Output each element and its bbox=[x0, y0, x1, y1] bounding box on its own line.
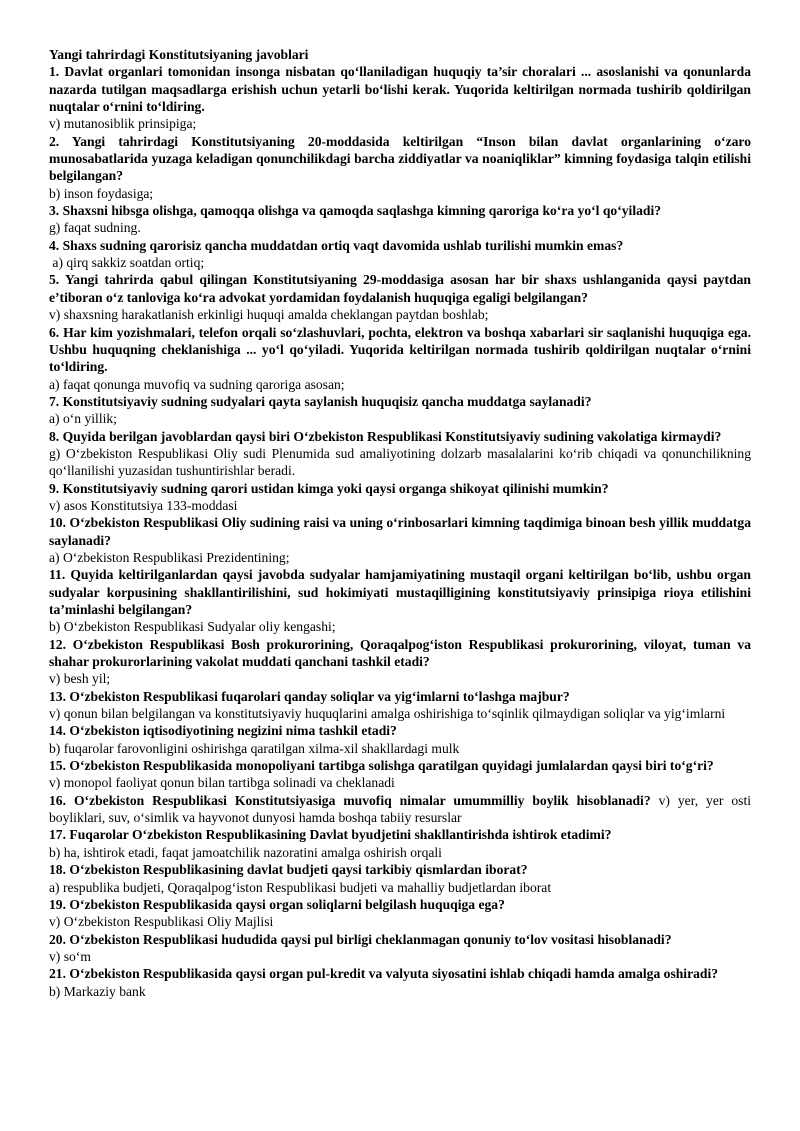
answer: b) ha, ishtirok etadi, faqat jamoatchilik nazoratini amalga oshirish orqali bbox=[49, 844, 442, 860]
question-text: Konstitutsiyaviy sudning sudyalari qayta saylanish huquqisiz qancha muddatga saylanadi? bbox=[62, 393, 592, 409]
question-text: O‘zbekiston Respublikasida monopoliyani tartibga solishga qaratilgan quyidagi jumlalardan qaysi biri to‘g‘ri? bbox=[69, 758, 714, 774]
question bbox=[49, 133, 751, 185]
question-number: 19. bbox=[49, 896, 66, 912]
question-text: O‘zbekiston Respublikasi Bosh prokurorining, Qoraqalpog‘iston Respublikasi prokurorining, viloyat, tuman va shahar prokurorlarining vakolat muddati qanchani tashkil etadi? bbox=[49, 636, 751, 670]
question-number: 9. bbox=[49, 480, 60, 496]
question bbox=[49, 896, 751, 913]
qa-item-17 bbox=[49, 826, 751, 861]
question-text: Quyida berilgan javoblardan qaysi biri O‘zbekiston Respublikasi Konstitutsiyaviy sudining vakolatiga kirmaydi? bbox=[62, 428, 722, 444]
qa-item-6 bbox=[49, 324, 751, 393]
question-text: O‘zbekiston Respublikasi hududida qaysi pul birligi cheklanmagan qonuniy to‘lov vositasi hisoblanadi? bbox=[69, 931, 672, 947]
qa-item-3 bbox=[49, 202, 751, 237]
qa-item-11 bbox=[49, 566, 751, 635]
answer: b) Markaziy bank bbox=[49, 983, 146, 999]
answer: a) respublika budjeti, Qoraqalpog‘iston Respublikasi budjeti va mahalliy budjetlardan iborat bbox=[49, 879, 552, 895]
answer: a) qirq sakkiz soatdan ortiq; bbox=[49, 255, 205, 271]
answer: v) mutanosiblik prinsipiga; bbox=[49, 116, 197, 132]
question bbox=[49, 480, 751, 497]
question bbox=[49, 324, 751, 376]
qa-item-4 bbox=[49, 237, 751, 272]
question-number: 14. bbox=[49, 723, 66, 739]
question bbox=[49, 826, 751, 843]
question bbox=[49, 757, 751, 774]
question bbox=[49, 428, 751, 445]
qa-item-16 bbox=[49, 792, 755, 827]
question bbox=[49, 792, 755, 827]
question-text: Konstitutsiyaviy sudning qarori ustidan kimga yoki qaysi organga shikoyat qilinishi mumkin? bbox=[62, 480, 609, 496]
question bbox=[49, 861, 751, 878]
question-number: 8. bbox=[49, 428, 60, 444]
question-number: 20. bbox=[49, 931, 66, 947]
question-text: O‘zbekiston Respublikasining davlat budjeti qaysi tarkibiy qismlardan iborat? bbox=[69, 862, 528, 878]
question-text: Yangi tahrirdagi Konstitutsiyaning 20-moddasida keltirilgan “Inson bilan davlat organlarining o‘zaro munosabatlarida yuzaga keladigan qonunchilikdagi barcha ziddiyatlar va noaniqliklar” kimning foydasiga talqin etilishi belgilangan? bbox=[49, 133, 751, 184]
question-number: 10. bbox=[49, 515, 66, 531]
question bbox=[49, 965, 751, 982]
question-text: O‘zbekiston Respublikasi fuqarolari qanday soliqlar va yig‘imlarni to‘lashga majbur? bbox=[69, 688, 570, 704]
answer: a) o‘n yillik; bbox=[49, 411, 117, 427]
question bbox=[49, 202, 751, 219]
qa-item-18 bbox=[49, 861, 751, 896]
qa-item-12 bbox=[49, 636, 751, 688]
qa-item-21 bbox=[49, 965, 751, 1000]
qa-item-9 bbox=[49, 480, 751, 515]
qa-item-20 bbox=[49, 931, 751, 966]
answer: g) faqat sudning. bbox=[49, 220, 141, 236]
question-number: 18. bbox=[49, 862, 66, 878]
question bbox=[49, 722, 751, 739]
answer: v) yer, yer osti boyliklari, suv, o‘simlik va hayvonot dunyosi hamda boshqa tabiiy resurslar bbox=[49, 792, 755, 826]
qa-item-13 bbox=[49, 688, 751, 723]
question-text: Davlat organlari tomonidan insonga nisbatan qo‘llaniladigan huquqiy ta’sir choralari ... asoslanishi va qonunlarda nazarda tutilgan maqsadlarga erishish uchun yetarli bo‘lishi kerak. Yuqorida keltirilgan normada tushirib qoldirilgan nuqtalar o‘rnini to‘ldiring. bbox=[49, 64, 752, 115]
qa-item-7 bbox=[49, 393, 751, 428]
question-number: 15. bbox=[49, 758, 66, 774]
answer: a) O‘zbekiston Respublikasi Prezidentining; bbox=[49, 549, 290, 565]
question-number: 11. bbox=[49, 567, 66, 583]
answer: b) inson foydasiga; bbox=[49, 185, 154, 201]
question bbox=[49, 63, 751, 115]
question-text: O‘zbekiston Respublikasi Oliy sudining raisi va uning o‘rinbosarlari kimning taqdimiga binoan besh yillik muddatga saylanadi? bbox=[49, 515, 751, 548]
question-text: Shaxs sudning qarorisiz qancha muddatdan ortiq vaqt davomida ushlab turilishi mumkin emas? bbox=[62, 237, 624, 253]
question-number: 1. bbox=[49, 64, 60, 80]
question-text: Shaxsni hibsga olishga, qamoqqa olishga va qamoqda saqlashga kimning qaroriga ko‘ra yo‘l qo‘yiladi? bbox=[62, 203, 662, 219]
question-number: 5. bbox=[49, 272, 60, 288]
question-number: 2. bbox=[49, 133, 60, 149]
qa-item-5 bbox=[49, 271, 751, 323]
answer: v) monopol faoliyat qonun bilan tartibga solinadi va cheklanadi bbox=[49, 775, 395, 791]
question bbox=[49, 566, 751, 618]
answer: v) qonun bilan belgilangan va konstitutsiyaviy huquqlarini amalga oshirishiga to‘sqinlik qilmaydigan soliqlar va yig‘imlarni bbox=[49, 706, 726, 722]
question-number: 3. bbox=[49, 203, 60, 219]
question-text: O‘zbekiston Respublikasida qaysi organ pul-kredit va valyuta siyosatini ishlab chiqadi hamda amalga oshiradi? bbox=[69, 966, 719, 982]
question-number: 13. bbox=[49, 688, 66, 704]
question-number: 12. bbox=[49, 636, 66, 652]
question-text: O‘zbekiston Respublikasi Konstitutsiyasiga muvofiq nimalar umummilliy boylik hisoblanadi? bbox=[73, 792, 651, 808]
question-text: Har kim yozishmalari, telefon orqali so‘zlashuvlari, pochta, elektron va boshqa xabarlari sir saqlanishi huquqiga ega. Ushbu huquqning cheklanishiga ... yo‘l qo‘yiladi. Yuqorida keltirilgan normada tushirib qoldirilgan nuqtalar o‘rnini to‘ldiring. bbox=[49, 324, 751, 375]
question bbox=[49, 514, 751, 549]
question bbox=[49, 393, 751, 410]
question bbox=[49, 237, 751, 254]
question-text: Yangi tahrirda qabul qilingan Konstitutsiyaning 29-moddasiga asosan har bir shaxs ushlanganida qaysi paytdan e’tiboran o‘z tanloviga ko‘ra advokat yordamidan foydalanish huquqiga egaligi belgilangan? bbox=[49, 272, 751, 305]
question bbox=[49, 688, 751, 705]
question bbox=[49, 271, 751, 306]
answer: v) besh yil; bbox=[49, 671, 111, 687]
qa-item-1 bbox=[49, 63, 751, 132]
question bbox=[49, 931, 751, 948]
answer: v) O‘zbekiston Respublikasi Oliy Majlisi bbox=[49, 914, 274, 930]
qa-item-10 bbox=[49, 514, 751, 566]
question-number: 21. bbox=[49, 966, 66, 982]
question-text: Fuqarolar O‘zbekiston Respublikasining Davlat byudjetini shakllantirishda ishtirok etadimi? bbox=[69, 827, 612, 843]
question bbox=[49, 636, 751, 671]
answer: b) O‘zbekiston Respublikasi Sudyalar oliy kengashi; bbox=[49, 619, 336, 635]
qa-item-19 bbox=[49, 896, 751, 931]
qa-item-14 bbox=[49, 722, 751, 757]
answer: v) asos Konstitutsiya 133-moddasi bbox=[49, 497, 238, 513]
qa-item-2 bbox=[49, 133, 751, 202]
question-number: 16. bbox=[49, 792, 66, 808]
document-title: Yangi tahrirdagi Konstitutsiyaning javoblari bbox=[49, 47, 309, 62]
answer: b) fuqarolar farovonligini oshirishga qaratilgan xilma-xil shakllardagi mulk bbox=[49, 740, 460, 756]
qa-item-8 bbox=[49, 428, 751, 480]
question-text: O‘zbekiston iqtisodiyotining negizini nima tashkil etadi? bbox=[69, 723, 397, 739]
answer: g) O‘zbekiston Respublikasi Oliy sudi Plenumida sud amaliyotining dolzarb masalalarini ko‘rib chiqadi va qonunchilikning qo‘llanilishi yuzasidan tushuntirishlar beradi. bbox=[49, 445, 751, 479]
qa-item-15 bbox=[49, 757, 751, 792]
question-number: 17. bbox=[49, 827, 66, 843]
question-text: Quyida keltirilganlardan qaysi javobda sudyalar hamjamiyatining mustaqil organi keltirilgan bo‘lib, ushbu organ sudyalar korpusining shakllantirilishini, sud hokimiyati mustaqilligining konstitutsiyaviy prinsipiga rioya etilishini ta’minlashi belgilangan? bbox=[49, 567, 751, 617]
question-text: O‘zbekiston Respublikasida qaysi organ soliqlarni belgilash huquqiga ega? bbox=[69, 896, 505, 912]
answer: a) faqat qonunga muvofiq va sudning qaroriga asosan; bbox=[49, 376, 345, 392]
question-number: 6. bbox=[49, 324, 60, 340]
answer: v) so‘m bbox=[49, 948, 91, 964]
question-number: 7. bbox=[49, 393, 60, 409]
answer: v) shaxsning harakatlanish erkinligi huquqi amalda cheklangan paytdan boshlab; bbox=[49, 307, 489, 323]
question-number: 4. bbox=[49, 237, 60, 253]
